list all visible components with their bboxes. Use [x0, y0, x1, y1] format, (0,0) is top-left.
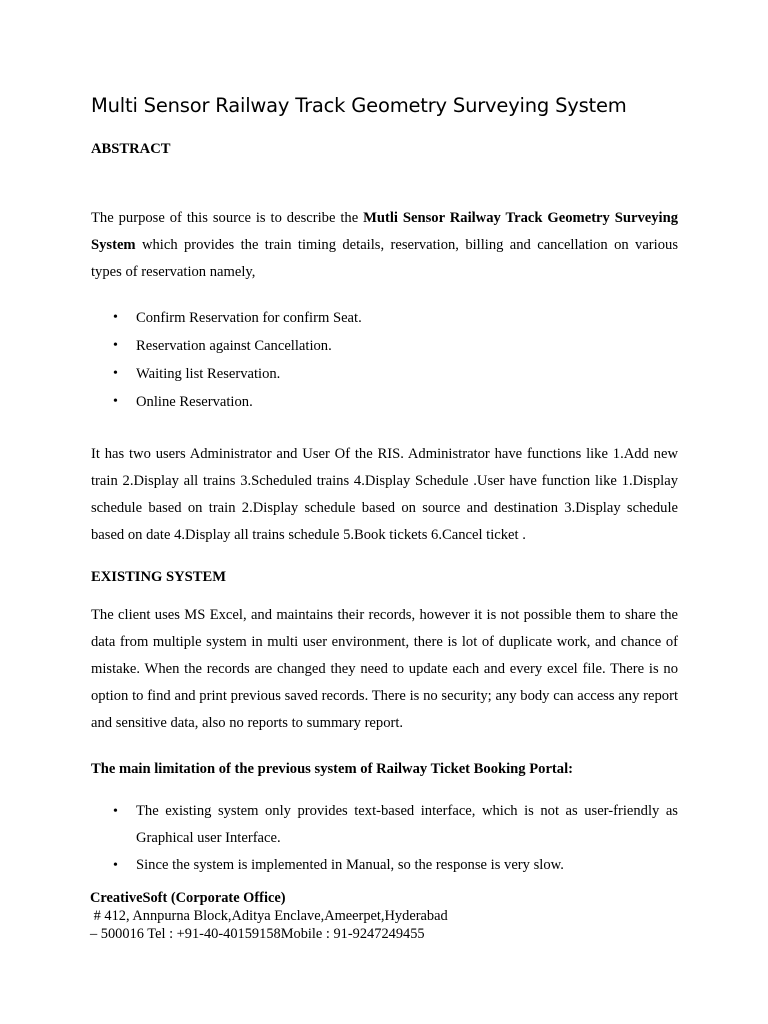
bullet-icon: • [113, 338, 118, 353]
list-item: • Reservation against Cancellation. [91, 332, 678, 360]
intro-paragraph [91, 205, 678, 286]
limitations-list [91, 798, 678, 879]
list-item: • Confirm Reservation for confirm Seat. [91, 304, 678, 332]
bullet-icon: • [113, 804, 118, 819]
footer-address: # 412, Annpurna Block,Aditya Enclave,Ameerpet,Hyderabad [90, 908, 448, 924]
list-item: • Waiting list Reservation. [91, 360, 678, 388]
existing-system-heading: EXISTING SYSTEM [91, 569, 227, 585]
users-paragraph: It has two users Administrator and User Of the RIS. Administrator have functions like 1.Add new train 2.Display all trains 3.Scheduled trains 4.Display Schedule .User have function like 1.Display schedule based on train 2.Display schedule based on source and destination 3.Display schedule based on date 4.Display all trains schedule 5.Book tickets 6.Cancel ticket . [91, 446, 678, 543]
bullet-icon: • [113, 366, 118, 381]
abstract-heading: ABSTRACT [91, 141, 171, 157]
reservation-types-list [91, 304, 678, 416]
bullet-icon: • [113, 310, 118, 325]
intro-text-after: which provides the train timing details, reservation, billing and cancellation on various types of reservation namely, [91, 237, 678, 280]
footer-contact: – 500016 Tel : +91-40-40159158Mobile : 91-9247249455 [90, 926, 425, 942]
list-item: • The existing system only provides text-based interface, which is not as user-friendly as Graphical user Interface. [91, 798, 678, 852]
footer-company: CreativeSoft (Corporate Office) [90, 890, 286, 906]
limitation-heading: The main limitation of the previous system of Railway Ticket Booking Portal: [91, 761, 573, 777]
list-item: • Online Reservation. [91, 388, 678, 416]
footer [90, 889, 448, 943]
existing-system-paragraph: The client uses MS Excel, and maintains their records, however it is not possible them to share the data from multiple system in multi user environment, there is lot of duplicate work, and chance of mistake. When the records are changed they need to update each and every excel file. There is no option to find and print previous saved records. There is no security; any body can access any report and sensitive data, also no reports to summary report. [91, 607, 678, 731]
intro-text-before: The purpose of this source is to describe the [91, 210, 364, 226]
bullet-icon: • [113, 394, 118, 409]
bullet-icon: • [113, 858, 118, 873]
page-title: Multi Sensor Railway Track Geometry Surveying System [91, 94, 627, 117]
intro-system-name: Mutli Sensor Railway Track Geometry Surveying System [91, 210, 679, 253]
list-item: • Since the system is implemented in Manual, so the response is very slow. [91, 852, 678, 879]
